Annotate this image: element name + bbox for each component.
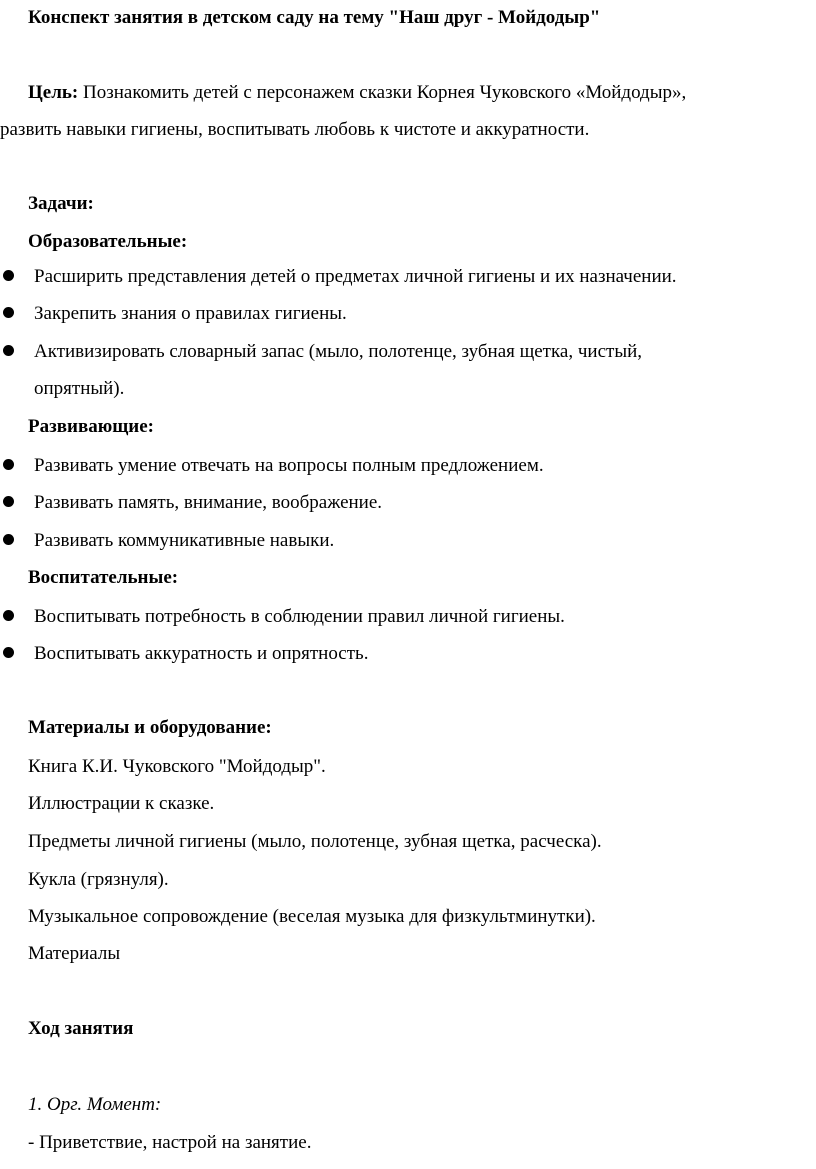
- bullet-icon: [3, 534, 14, 545]
- goal-text-line1: Познакомить детей с персонажем сказки Корнея Чуковского «Мойдодыр»,: [83, 82, 687, 103]
- educational-item-1: Расширить представления детей о предметах личной гигиены и их назначении.: [34, 266, 677, 287]
- developmental-heading: Развивающие:: [28, 416, 154, 437]
- step-1-text: - Приветствие, настрой на занятие.: [28, 1132, 312, 1153]
- upbringing-item-2: Воспитывать аккуратность и опрятность.: [34, 643, 369, 664]
- developmental-item-3: Развивать коммуникативные навыки.: [34, 530, 335, 551]
- educational-item-3-cont: опрятный).: [34, 378, 125, 399]
- materials-item: Музыкальное сопровождение (веселая музыка для физкультминутки).: [28, 906, 596, 927]
- goal-paragraph: [28, 81, 686, 105]
- materials-item: Предметы личной гигиены (мыло, полотенце, зубная щетка, расческа).: [28, 831, 602, 852]
- materials-item: Иллюстрации к сказке.: [28, 793, 215, 814]
- document-title: Конспект занятия в детском саду на тему "Наш друг - Мойдодыр": [28, 7, 601, 28]
- bullet-icon: [3, 270, 14, 281]
- educational-item-3: Активизировать словарный запас (мыло, полотенце, зубная щетка, чистый,: [34, 341, 643, 362]
- developmental-item-2: Развивать память, внимание, воображение.: [34, 492, 383, 513]
- tasks-heading: Задачи:: [28, 193, 94, 214]
- goal-label: Цель:: [28, 82, 79, 103]
- step-1-title: 1. Орг. Момент:: [28, 1094, 162, 1115]
- goal-text-line2: развить навыки гигиены, воспитывать любовь к чистоте и аккуратности.: [0, 119, 590, 140]
- bullet-icon: [3, 459, 14, 470]
- materials-item: Материалы: [28, 943, 121, 964]
- materials-item: Кукла (грязнуля).: [28, 869, 169, 890]
- upbringing-item-1: Воспитывать потребность в соблюдении правил личной гигиены.: [34, 606, 565, 627]
- bullet-icon: [3, 345, 14, 356]
- educational-item-2: Закрепить знания о правилах гигиены.: [34, 303, 347, 324]
- bullet-icon: [3, 647, 14, 658]
- materials-heading: Материалы и оборудование:: [28, 717, 272, 738]
- materials-item: Книга К.И. Чуковского "Мойдодыр".: [28, 756, 326, 777]
- course-heading: Ход занятия: [28, 1018, 134, 1039]
- bullet-icon: [3, 610, 14, 621]
- bullet-icon: [3, 307, 14, 318]
- bullet-icon: [3, 496, 14, 507]
- educational-heading: Образовательные:: [28, 231, 188, 252]
- developmental-item-1: Развивать умение отвечать на вопросы полным предложением.: [34, 455, 544, 476]
- upbringing-heading: Воспитательные:: [28, 567, 179, 588]
